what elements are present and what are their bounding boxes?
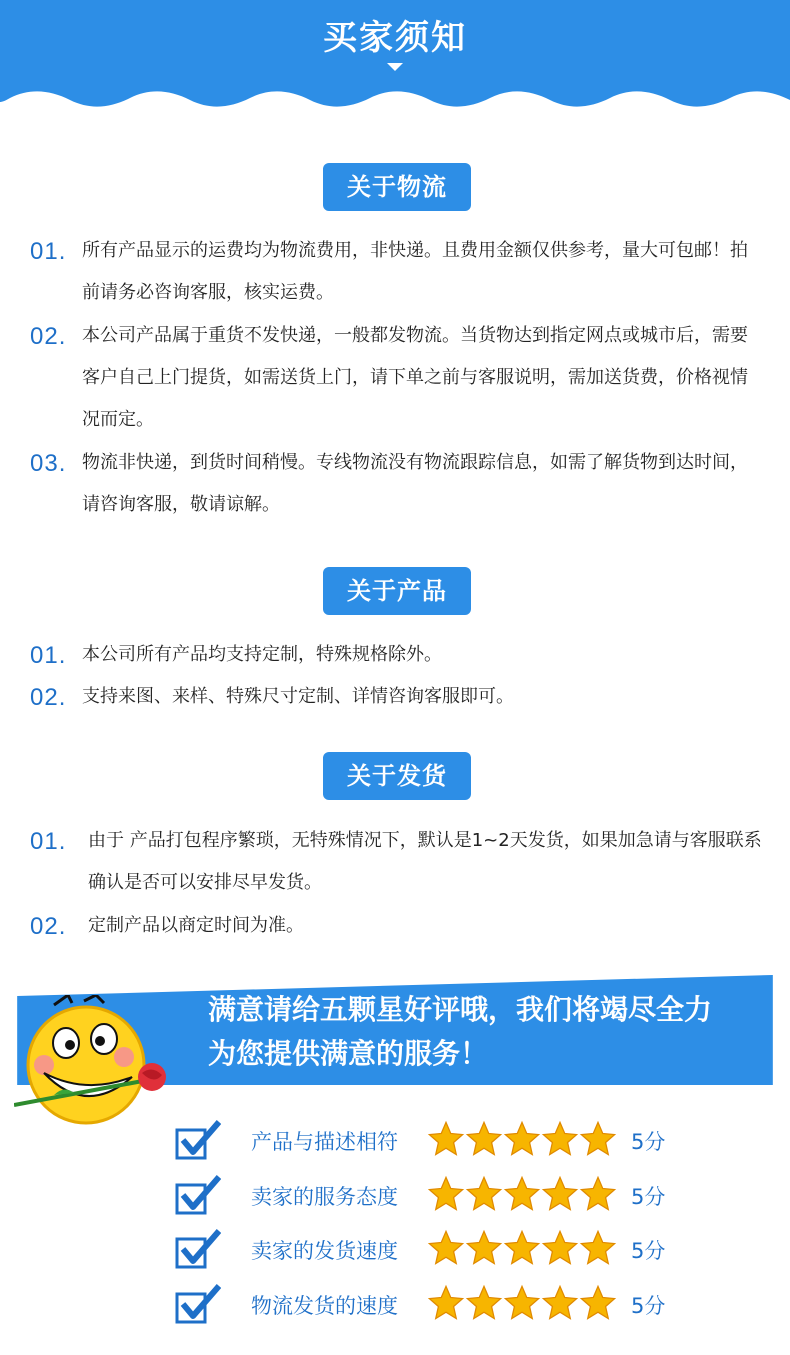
rating-score: 5分 bbox=[631, 1130, 666, 1154]
star-icon bbox=[503, 1284, 541, 1322]
item-number: 02. bbox=[30, 323, 67, 350]
star-icon bbox=[427, 1175, 465, 1213]
checkbox-checked-icon bbox=[175, 1175, 221, 1215]
rating-score: 5分 bbox=[631, 1185, 666, 1209]
checkbox-checked-icon bbox=[175, 1229, 221, 1269]
chevron-down-icon bbox=[387, 63, 403, 71]
item-text: 所有产品显示的运费均为物流费用，非快递。且费用金额仅供参考，量大可包邮！拍前请务必咨询客服，核实运费。 bbox=[82, 240, 748, 303]
page-title: 买家须知 bbox=[323, 18, 467, 58]
rating-label: 卖家的服务态度 bbox=[251, 1185, 398, 1209]
smiley-rose-icon bbox=[14, 995, 184, 1135]
list-item bbox=[30, 315, 770, 441]
rating-score: 5分 bbox=[631, 1239, 666, 1263]
section-title-product: 关于产品 bbox=[323, 567, 471, 615]
star-rating bbox=[427, 1120, 617, 1160]
star-icon bbox=[579, 1284, 617, 1322]
list-item bbox=[30, 905, 770, 947]
star-icon bbox=[465, 1175, 503, 1213]
star-icon bbox=[503, 1229, 541, 1267]
checkbox-checked-icon bbox=[175, 1120, 221, 1160]
item-text: 本公司所有产品均支持定制，特殊规格除外。 bbox=[82, 644, 442, 665]
rating-label: 物流发货的速度 bbox=[251, 1294, 398, 1318]
star-icon bbox=[465, 1229, 503, 1267]
star-icon bbox=[427, 1120, 465, 1158]
item-text: 定制产品以商定时间为准。 bbox=[88, 915, 304, 936]
item-number: 01. bbox=[30, 642, 67, 669]
section-title-shipping: 关于发货 bbox=[323, 752, 471, 800]
star-icon bbox=[503, 1120, 541, 1158]
star-icon bbox=[427, 1229, 465, 1267]
star-icon bbox=[541, 1120, 579, 1158]
item-text: 由于 产品打包程序繁琐，无特殊情况下，默认是1~2天发货，如果加急请与客服联系确认是否可以安排尽早发货。 bbox=[88, 830, 762, 893]
section-title-logistics: 关于物流 bbox=[323, 163, 471, 211]
star-rating bbox=[427, 1284, 617, 1324]
star-icon bbox=[579, 1120, 617, 1158]
list-item bbox=[30, 230, 770, 314]
rating-label: 卖家的发货速度 bbox=[251, 1239, 398, 1263]
star-rating bbox=[427, 1229, 617, 1269]
page-header bbox=[0, 0, 790, 130]
star-icon bbox=[579, 1175, 617, 1213]
list-item bbox=[30, 676, 770, 718]
star-icon bbox=[541, 1229, 579, 1267]
rating-row bbox=[175, 1120, 695, 1160]
star-icon bbox=[465, 1284, 503, 1322]
item-text: 本公司产品属于重货不发快递，一般都发物流。当货物达到指定网点或城市后，需要客户自己上门提货，如需送货上门，请下单之前与客服说明，需加送货费，价格视情况而定。 bbox=[82, 325, 748, 430]
item-number: 01. bbox=[30, 238, 67, 265]
star-icon bbox=[427, 1284, 465, 1322]
item-number: 03. bbox=[30, 450, 67, 477]
item-number: 02. bbox=[30, 913, 67, 940]
checkbox-checked-icon bbox=[175, 1284, 221, 1324]
list-item bbox=[30, 634, 770, 676]
banner-line-1: 满意请给五颗星好评哦，我们将竭尽全力 bbox=[208, 993, 713, 1026]
rating-label: 产品与描述相符 bbox=[251, 1130, 398, 1154]
star-icon bbox=[579, 1229, 617, 1267]
star-icon bbox=[503, 1175, 541, 1213]
star-rating bbox=[427, 1175, 617, 1215]
list-item bbox=[30, 442, 770, 526]
rating-row bbox=[175, 1284, 695, 1324]
item-text: 物流非快递，到货时间稍慢。专线物流没有物流跟踪信息，如需了解货物到达时间，请咨询客服，敬请谅解。 bbox=[82, 452, 748, 515]
list-item bbox=[30, 820, 770, 904]
banner-message bbox=[208, 988, 778, 1076]
banner-line-2: 为您提供满意的服务！ bbox=[208, 1037, 489, 1070]
item-text: 支持来图、来样、特殊尺寸定制、详情咨询客服即可。 bbox=[82, 686, 514, 707]
rating-score: 5分 bbox=[631, 1294, 666, 1318]
star-icon bbox=[541, 1284, 579, 1322]
star-icon bbox=[465, 1120, 503, 1158]
rating-row bbox=[175, 1229, 695, 1269]
star-icon bbox=[541, 1175, 579, 1213]
rating-row bbox=[175, 1175, 695, 1215]
item-number: 01. bbox=[30, 828, 67, 855]
item-number: 02. bbox=[30, 684, 67, 711]
